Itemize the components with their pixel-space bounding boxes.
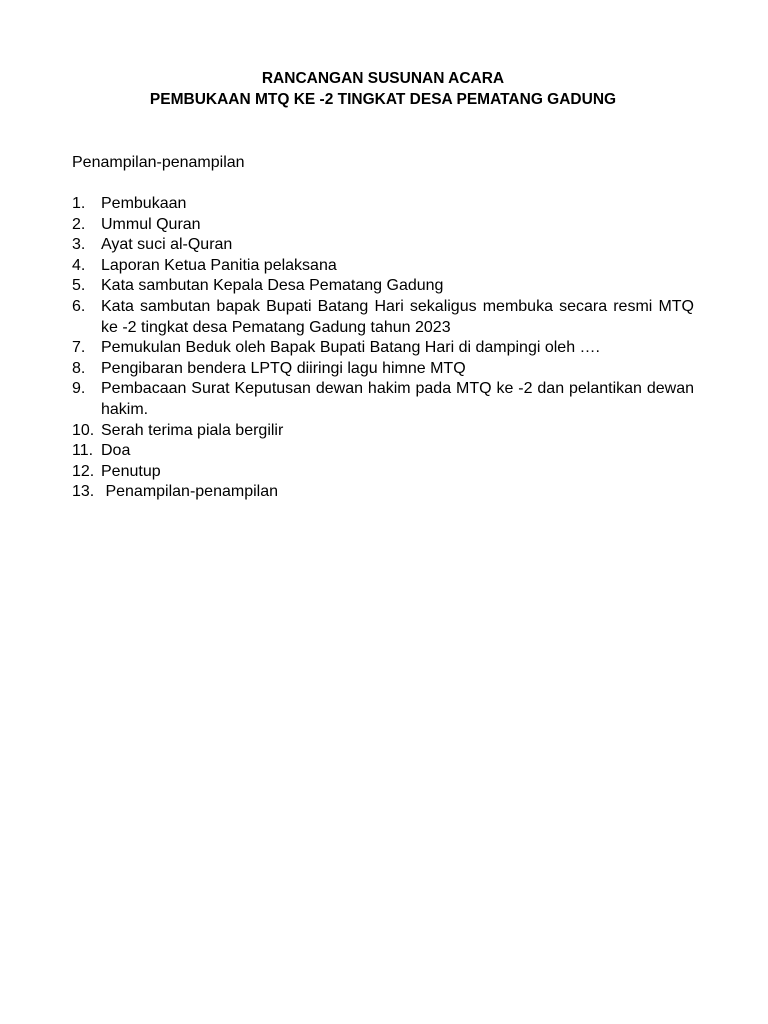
item-number: 13. <box>72 483 95 501</box>
item-text: Doa <box>101 442 131 460</box>
list-item <box>72 441 694 462</box>
item-text: Ayat suci al-Quran <box>101 236 233 254</box>
item-text: Kata sambutan bapak Bupati Batang Hari sekaligus membuka secara resmi MTQ ke -2 tingkat desa Pematang Gadung tahun 2023 <box>101 297 694 336</box>
list-item <box>72 215 694 236</box>
agenda-list <box>72 194 694 503</box>
item-number: 3. <box>72 236 86 254</box>
list-item <box>72 235 694 256</box>
item-text: Laporan Ketua Panitia pelaksana <box>101 256 337 274</box>
list-item <box>72 462 694 483</box>
item-number: 2. <box>72 215 86 233</box>
title-line-1: RANCANGAN SUSUNAN ACARA <box>261 70 505 87</box>
list-item <box>72 482 694 503</box>
list-item <box>72 421 694 442</box>
list-item <box>72 194 694 215</box>
item-number: 1. <box>72 195 86 212</box>
item-number: 9. <box>72 380 86 398</box>
item-text: Ummul Quran <box>101 215 201 233</box>
item-text: Pengibaran bendera LPTQ diiringi lagu himne MTQ <box>101 359 466 377</box>
list-item <box>72 338 694 359</box>
list-item <box>72 256 694 277</box>
item-text: Pembacaan Surat Keputusan dewan hakim pada MTQ ke -2 dan pelantikan dewan hakim. <box>101 380 694 418</box>
list-item <box>72 379 694 420</box>
item-text: Kata sambutan Kepala Desa Pematang Gadung <box>101 277 444 295</box>
list-item <box>72 276 694 297</box>
item-number: 12. <box>72 462 95 480</box>
item-text: Serah terima piala bergilir <box>101 421 284 439</box>
list-item <box>72 297 694 338</box>
intro-text: Penampilan-penampilan <box>72 154 245 171</box>
item-number: 10. <box>72 421 95 439</box>
item-number: 6. <box>72 297 86 315</box>
item-number: 4. <box>72 256 86 274</box>
item-number: 11. <box>72 442 94 460</box>
item-text: Pembukaan <box>101 195 187 212</box>
item-number: 8. <box>72 359 86 377</box>
document-title <box>72 68 694 110</box>
title-line-2: PEMBUKAAN MTQ KE -2 TINGKAT DESA PEMATANG GADUNG <box>149 91 617 108</box>
item-number: 7. <box>72 339 86 357</box>
item-text: Penutup <box>101 462 161 480</box>
item-number: 5. <box>72 277 86 295</box>
item-text: Pemukulan Beduk oleh Bapak Bupati Batang Hari di dampingi oleh …. <box>101 339 600 357</box>
item-text: Penampilan-penampilan <box>101 483 278 501</box>
list-item <box>72 359 694 380</box>
